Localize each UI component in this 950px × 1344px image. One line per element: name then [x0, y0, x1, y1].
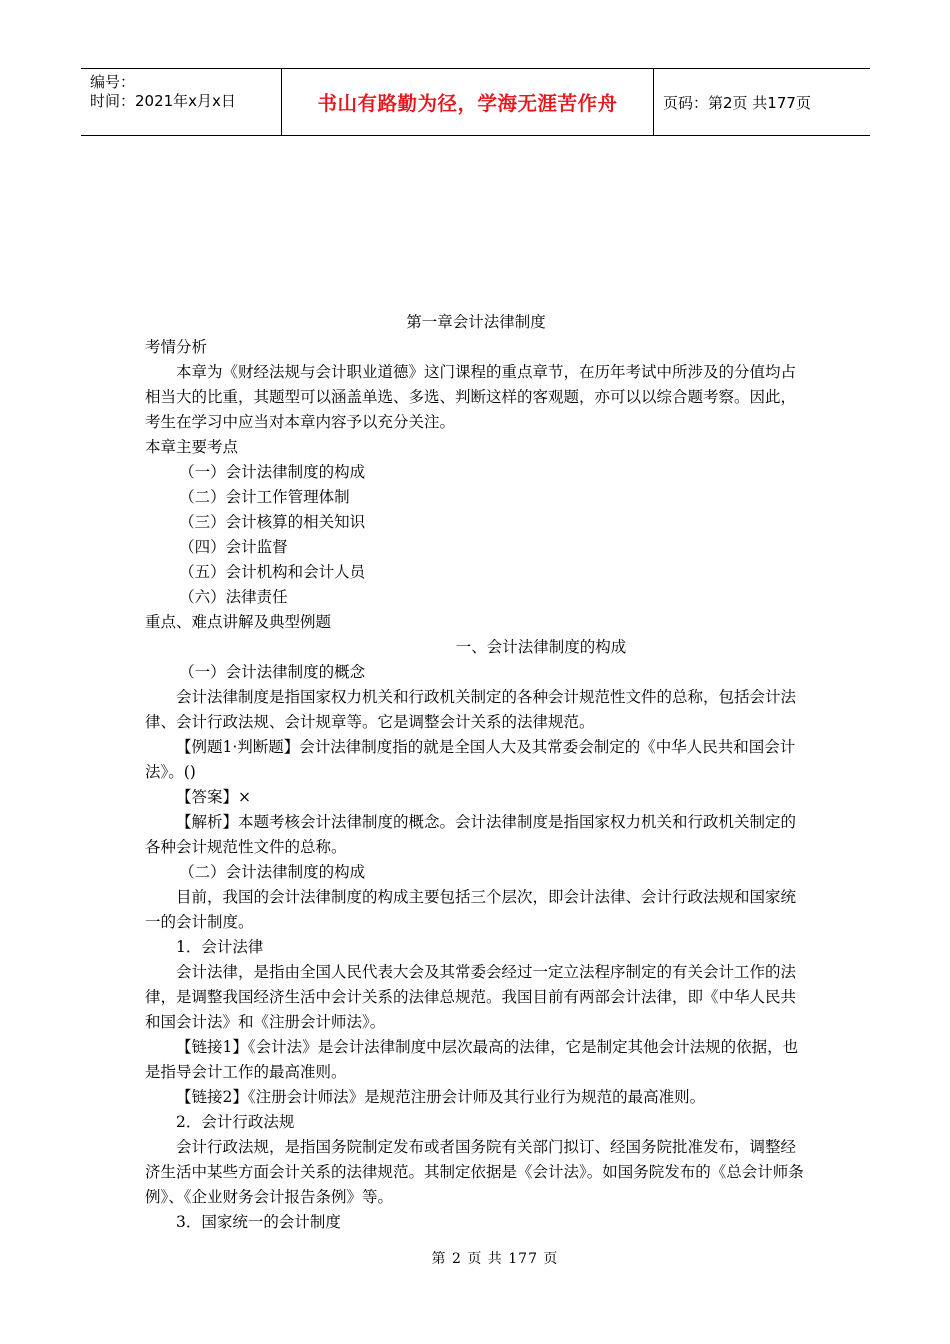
list-item: （四）会计监督 — [179, 538, 288, 556]
link-note: 【链接2】《注册会计师法》是规范注册会计师及其行业行为规范的最高准则。 — [176, 1088, 706, 1106]
page-info-text: 页码：第2页 共177页 — [663, 93, 811, 112]
paragraph: 会计法律制度是指国家权力机关和行政机关制定的各种会计规范性文件的总称，包括会计法律、会计行政法规、会计规章等。它是调整会计关系的法律规范。 — [145, 688, 797, 731]
paragraph: 会计法律，是指由全国人民代表大会及其常委会经过一定立法程序制定的有关会计工作的法律，是调整我国经济生活中会计关系的法律总规范。我国目前有两部会计法律，即《中华人民共和国会计法》和《注册会计师法》。 — [145, 963, 797, 1031]
subheading: （一）会计法律制度的概念 — [179, 663, 366, 681]
chapter-title: 第一章会计法律制度 — [406, 313, 546, 331]
header-meta-cell — [81, 69, 282, 135]
explanation: 【解析】本题考核会计法律制度的概念。会计法律制度是指国家权力机关和行政机关制定的各种会计规范性文件的总称。 — [145, 813, 797, 856]
document-body — [145, 310, 807, 1235]
code-label: 编号： — [90, 73, 136, 91]
answer: 【答案】× — [176, 788, 251, 806]
motto-text: 书山有路勤为径，学海无涯苦作舟 — [317, 92, 618, 115]
numbered-heading: 2．会计行政法规 — [176, 1113, 295, 1131]
page-footer — [0, 1248, 950, 1268]
section-heading: 重点、难点讲解及典型例题 — [145, 613, 332, 631]
list-item: （六）法律责任 — [179, 588, 288, 606]
list-item: （二）会计工作管理体制 — [179, 488, 350, 506]
subheading: （二）会计法律制度的构成 — [179, 863, 366, 881]
subsection-title: 一、会计法律制度的构成 — [455, 638, 627, 656]
footer-page-number: 第 2 页 共 177 页 — [431, 1251, 559, 1267]
list-item: （一）会计法律制度的构成 — [179, 463, 366, 481]
section-heading: 本章主要考点 — [145, 438, 239, 456]
numbered-heading: 1．会计法律 — [176, 938, 264, 956]
header-table — [81, 68, 870, 136]
example-question: 【例题1·判断题】会计法律制度指的就是全国人大及其常委会制定的《中华人民共和国会计法》。() — [145, 738, 796, 781]
link-note: 【链接1】《会计法》是会计法律制度中层次最高的法律，它是制定其他会计法规的依据，也是指导会计工作的最高准则。 — [145, 1038, 799, 1081]
paragraph: 目前，我国的会计法律制度的构成主要包括三个层次，即会计法律、会计行政法规和国家统一的会计制度。 — [145, 888, 797, 931]
paragraph: 会计行政法规，是指国务院制定发布或者国务院有关部门拟订、经国务院批准发布，调整经济生活中某些方面会计关系的法律规范。其制定依据是《会计法》。如国务院发布的《总会计师条例》、《企业财务会计报告条例》等。 — [145, 1138, 804, 1206]
paragraph: 本章为《财经法规与会计职业道德》这门课程的重点章节，在历年考试中所涉及的分值均占相当大的比重，其题型可以涵盖单选、多选、判断这样的客观题，亦可以以综合题考察。因此，考生在学习中应当对本章内容予以充分关注。 — [145, 363, 797, 431]
list-item: （五）会计机构和会计人员 — [179, 563, 366, 581]
motto-cell — [282, 69, 654, 135]
numbered-heading: 3．国家统一的会计制度 — [176, 1213, 341, 1231]
page-info-cell — [654, 69, 870, 135]
date-label: 时间：2021年x月x日 — [90, 92, 236, 110]
list-item: （三）会计核算的相关知识 — [179, 513, 366, 531]
section-heading: 考情分析 — [145, 338, 208, 356]
